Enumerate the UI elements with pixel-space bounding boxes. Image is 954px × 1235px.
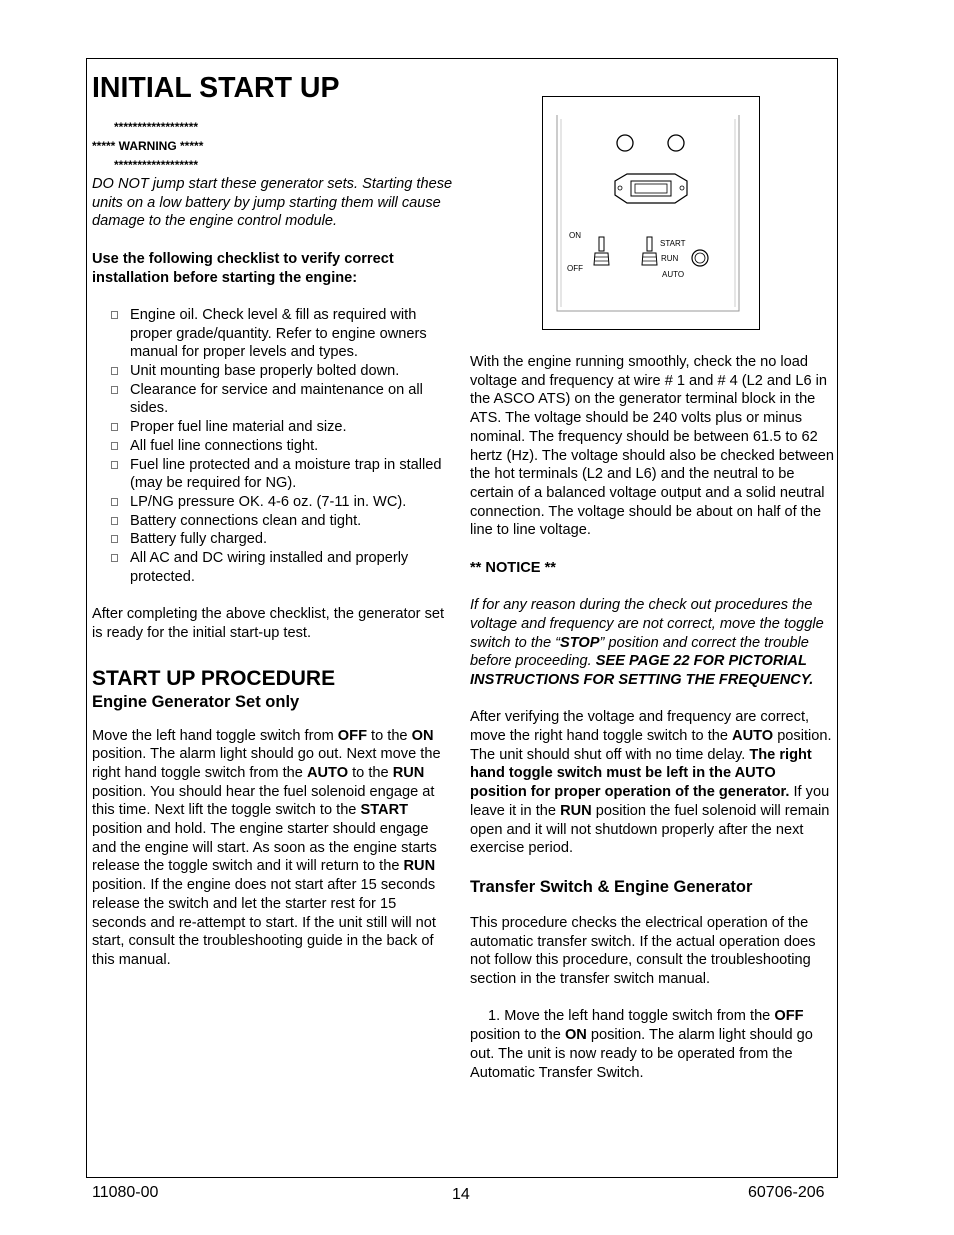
off-label: OFF bbox=[567, 264, 583, 273]
auto-label: AUTO bbox=[662, 270, 685, 279]
after-verify-text: After verifying the voltage and frequency are correct, move the right hand toggle switch to the AUTO position. The unit should shut off with no time delay. The right hand toggle switch must be left in the AUTO position for proper operation of the generator. If you leave it in the RUN position the fuel solenoid will remain open and it will not shutdown properly after the next exercise period. bbox=[470, 709, 832, 857]
right-column bbox=[470, 353, 836, 1082]
footer-part-number: 60706-206 bbox=[748, 1184, 825, 1201]
startup-procedure-text: Move the left hand toggle switch from OFF to the ON position. The alarm light should go out. Next move the right hand toggle switch from the AUTO to the RUN position. You should hear the fuel solenoid engage at this time. Next lift the toggle switch to the START position and hold. The engine starter should engage and the engine will start. As soon as the engine starts release the toggle switch and it will return to the RUN position. If the engine does not start after 15 seconds release the switch and let the starter rest for 15 seconds and re-attempt to start. If the unit still will not start, consult the troubleshooting guide in the back of this manual. bbox=[92, 727, 441, 968]
checklist-item: LP/NG pressure OK. 4-6 oz. (7-11 in. WC). bbox=[111, 493, 454, 512]
footer-page-number: 14 bbox=[452, 1186, 470, 1203]
control-panel-drawing bbox=[543, 97, 758, 328]
footer-doc-number: 11080-00 bbox=[92, 1184, 159, 1201]
checklist-item: All AC and DC wiring installed and properly protected. bbox=[111, 549, 454, 586]
checkbox-icon bbox=[111, 498, 118, 506]
warning-label: ***** WARNING ***** bbox=[92, 139, 204, 153]
checkbox-icon bbox=[111, 386, 118, 394]
checkbox-icon bbox=[111, 367, 118, 375]
checkbox-icon bbox=[111, 535, 118, 543]
checkbox-icon bbox=[111, 517, 118, 525]
checklist-item: Battery fully charged. bbox=[111, 530, 454, 549]
control-panel-figure bbox=[542, 96, 760, 330]
hour-meter-icon bbox=[615, 174, 687, 203]
warning-text: DO NOT jump start these generator sets. Starting these units on a low battery by jump starting them will cause damage to the engine control module. bbox=[92, 176, 453, 230]
on-label: ON bbox=[569, 231, 581, 240]
page-title: INITIAL START UP bbox=[92, 72, 340, 104]
checklist-item: Engine oil. Check level & fill as required with proper grade/quantity. Refer to engine owners manual for proper levels and types. bbox=[111, 306, 454, 362]
transfer-step-1: 1. Move the left hand toggle switch from the OFF position to the ON position. The alarm light should go out. The unit is now ready to be operated from the Automatic Transfer Switch. bbox=[470, 1008, 813, 1081]
checklist bbox=[92, 306, 454, 587]
voltage-check-text: With the engine running smoothly, check the no load voltage and frequency at wire # 1 and # 4 (L2 and L6 in the ASCO ATS) on the generator terminal block in the ATS. The voltage should be 240 volts plus or minus nominal. The frequency should be between 61.5 to 62 hertz (Hz). The voltage should also be checked between the hot terminals (L2 and L6) and the neutral to be certain of a balanced voltage output and a solid neutral connection. The voltage should be about on half of the line to line voltage. bbox=[470, 354, 834, 539]
checklist-item: All fuel line connections tight. bbox=[111, 437, 454, 456]
lamp-icon bbox=[668, 135, 684, 151]
transfer-text: This procedure checks the electrical operation of the automatic transfer switch. If the actual operation does not follow this procedure, consult the troubleshooting section in the transfer switch manual. bbox=[470, 914, 816, 988]
right-toggle-switch-icon bbox=[642, 237, 657, 265]
checkbox-icon bbox=[111, 461, 118, 469]
left-column bbox=[92, 70, 454, 970]
checkbox-icon bbox=[111, 423, 118, 431]
run-label: RUN bbox=[661, 254, 679, 263]
checkbox-icon bbox=[111, 442, 118, 450]
left-toggle-switch-icon bbox=[594, 237, 609, 265]
checklist-item: Battery connections clean and tight. bbox=[111, 512, 454, 531]
startup-subheading: Engine Generator Set only bbox=[92, 692, 300, 711]
startup-heading: START UP PROCEDURE bbox=[92, 666, 336, 690]
notice-label: ** NOTICE ** bbox=[470, 559, 556, 576]
checklist-item: Fuel line protected and a moisture trap in stalled (may be required for NG). bbox=[111, 456, 454, 493]
checklist-item: Proper fuel line material and size. bbox=[111, 418, 454, 437]
warning-stars-bottom: ****************** bbox=[114, 158, 199, 172]
checkbox-icon bbox=[111, 554, 118, 562]
lamp-icon bbox=[617, 135, 633, 151]
checklist-item: Unit mounting base properly bolted down. bbox=[111, 362, 454, 381]
checklist-intro: Use the following checklist to verify correct installation before starting the engine: bbox=[92, 250, 394, 286]
reset-button-icon bbox=[692, 250, 708, 266]
checkbox-icon bbox=[111, 311, 118, 319]
start-label: START bbox=[660, 239, 686, 248]
warning-stars-top: ****************** bbox=[114, 120, 199, 134]
checklist-item: Clearance for service and maintenance on all sides. bbox=[111, 381, 454, 418]
after-checklist-text: After completing the above checklist, the generator set is ready for the initial start-up test. bbox=[92, 606, 445, 641]
transfer-heading: Transfer Switch & Engine Generator bbox=[470, 877, 753, 896]
notice-text: If for any reason during the check out procedures the voltage and frequency are not correct, move the toggle switch to the “STOP” position and correct the trouble before proceeding. SEE PAGE 22 FOR PICTORIAL INSTRUCTIONS FOR SETTING THE FREQUENCY. bbox=[470, 597, 824, 688]
